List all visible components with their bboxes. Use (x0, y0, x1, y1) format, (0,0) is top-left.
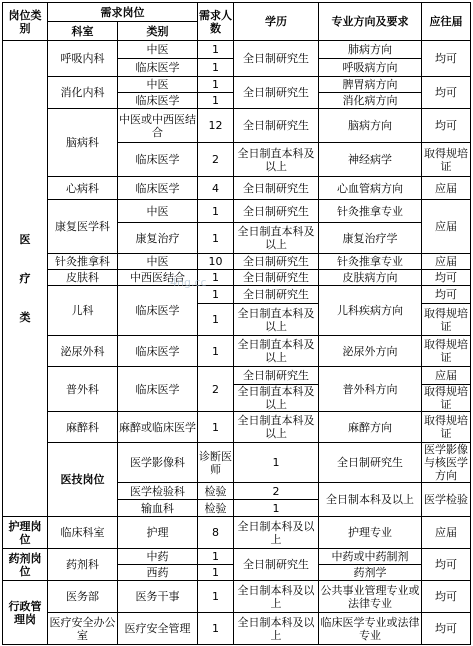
count-cell: 4 (198, 177, 234, 200)
major-cell: 康复治疗学 (319, 223, 422, 254)
type-cell: 中医 (118, 77, 198, 93)
major-cell: 肺病方向 (319, 41, 422, 59)
major-cell: 医学检验 (422, 483, 471, 517)
count-cell: 1 (234, 500, 319, 517)
major-cell: 针灸推拿专业 (319, 200, 422, 223)
table-row (3, 177, 471, 200)
fresh-cell: 均可 (422, 77, 471, 109)
table-row (3, 200, 471, 223)
fresh-cell: 取得规培证 (422, 336, 471, 367)
major-cell: 医学影像与核医学方向 (422, 443, 471, 483)
count-cell: 1 (198, 336, 234, 367)
education-cell: 全日制本科及以上 (234, 613, 319, 645)
header-department: 科室 (48, 22, 118, 41)
major-cell: 麻醉方向 (319, 412, 422, 443)
fresh-cell: 应届 (422, 517, 471, 549)
department-cell: 呼吸内科 (48, 41, 118, 77)
department-cell: 输血科 (118, 500, 198, 517)
fresh-cell: 均可 (422, 613, 471, 645)
table-row (3, 549, 471, 565)
education-cell: 全日制研究生 (234, 270, 319, 286)
major-cell: 临床医学专业或法律专业 (319, 613, 422, 645)
department-cell: 医疗安全办公室 (48, 613, 118, 645)
type-cell: 医疗安全管理 (118, 613, 198, 645)
education-cell: 全日制直本科及以上 (234, 336, 319, 367)
fresh-cell: 应届 (422, 200, 471, 254)
count-cell: 2 (198, 367, 234, 412)
education-cell: 全日制研究生 (234, 177, 319, 200)
type-cell: 中医 (118, 254, 198, 270)
count-cell: 1 (198, 200, 234, 223)
type-cell: 临床医学 (118, 143, 198, 177)
category-tech: 医技岗位 (48, 443, 118, 517)
department-cell: 心病科 (48, 177, 118, 200)
fresh-cell: 均可 (422, 41, 471, 77)
table-row (3, 367, 471, 385)
fresh-cell: 均可 (422, 109, 471, 143)
type-cell: 临床医学 (118, 59, 198, 77)
recruitment-table-container (2, 2, 471, 645)
education-cell: 全日制直本科及以上 (234, 223, 319, 254)
category-pharmacy: 药剂岗位 (3, 549, 48, 581)
type-cell: 护理 (118, 517, 198, 549)
watermark: 4ng.cc (170, 276, 207, 289)
header-fresh: 应往届 (422, 3, 471, 41)
major-cell: 公共事业管理专业或法律专业 (319, 581, 422, 613)
count-cell: 2 (234, 483, 319, 500)
header-education: 学历 (234, 3, 319, 41)
department-cell: 泌尿外科 (48, 336, 118, 367)
type-cell: 临床医学 (118, 177, 198, 200)
education-cell: 全日制直本科及以上 (234, 412, 319, 443)
major-cell: 心血管病方向 (319, 177, 422, 200)
count-cell: 1 (198, 270, 234, 286)
major-cell: 护理专业 (319, 517, 422, 549)
type-cell: 麻醉或临床医学 (118, 412, 198, 443)
department-cell: 麻醉科 (48, 412, 118, 443)
table-row (3, 77, 471, 93)
count-cell: 2 (198, 143, 234, 177)
table-row (3, 286, 471, 304)
department-cell: 医务部 (48, 581, 118, 613)
department-cell: 普外科 (48, 367, 118, 412)
table-row (3, 412, 471, 443)
count-cell: 12 (198, 109, 234, 143)
table-row (3, 41, 471, 59)
count-cell: 1 (198, 412, 234, 443)
education-cell: 全日制研究生 (234, 549, 319, 581)
count-cell: 1 (198, 59, 234, 77)
major-cell: 泌尿外方向 (319, 336, 422, 367)
major-cell: 神经病学 (319, 143, 422, 177)
major-cell: 消化病方向 (319, 93, 422, 109)
table-row (3, 517, 471, 549)
education-cell: 全日制研究生 (319, 443, 422, 483)
header-major: 专业方向及要求 (319, 3, 422, 41)
type-cell: 检验 (198, 483, 234, 500)
table-row (3, 109, 471, 143)
major-cell: 脾胃病方向 (319, 77, 422, 93)
count-cell: 1 (198, 581, 234, 613)
type-cell: 康复治疗 (118, 223, 198, 254)
major-cell: 呼吸病方向 (319, 59, 422, 77)
education-cell: 全日制研究生 (234, 200, 319, 223)
major-cell: 药剂学 (319, 565, 422, 581)
type-cell: 诊断医师 (198, 443, 234, 483)
fresh-cell: 均可 (422, 270, 471, 286)
count-cell: 1 (198, 93, 234, 109)
count-cell: 10 (198, 254, 234, 270)
type-cell: 中医 (118, 200, 198, 223)
category-medical-char-2: 疗 (19, 272, 31, 285)
fresh-cell: 应届 (422, 367, 471, 385)
major-cell: 中药或中药制剂 (319, 549, 422, 565)
header-count: 需求人数 (198, 3, 234, 41)
count-cell: 1 (198, 549, 234, 565)
fresh-cell: 取得规培证 (422, 304, 471, 336)
count-cell: 1 (198, 223, 234, 254)
type-cell: 检验 (198, 500, 234, 517)
type-cell: 临床医学 (118, 286, 198, 336)
fresh-cell: 取得规培证 (422, 143, 471, 177)
fresh-cell: 均可 (422, 549, 471, 581)
type-cell: 临床医学 (118, 336, 198, 367)
type-cell: 西药 (118, 565, 198, 581)
department-cell: 临床科室 (48, 517, 118, 549)
count-cell: 1 (234, 443, 319, 483)
table-row (3, 254, 471, 270)
department-cell: 药剂科 (48, 549, 118, 581)
count-cell: 1 (198, 41, 234, 59)
fresh-cell: 均可 (422, 581, 471, 613)
type-cell: 中医 (118, 41, 198, 59)
table-row (3, 613, 471, 645)
department-cell: 康复医学科 (48, 200, 118, 254)
department-cell: 医学检验科 (118, 483, 198, 500)
header-category: 岗位类别 (3, 3, 48, 41)
department-cell: 医学影像科 (118, 443, 198, 483)
recruitment-table (2, 2, 471, 645)
major-cell: 脑病方向 (319, 109, 422, 143)
category-medical-char-3: 类 (19, 311, 31, 324)
type-cell: 临床医学 (118, 367, 198, 412)
major-cell: 普外科方向 (319, 367, 422, 412)
education-cell: 全日制本科及以上 (234, 517, 319, 549)
department-cell: 儿科 (48, 286, 118, 336)
header-type: 类别 (118, 22, 198, 41)
education-cell: 全日制研究生 (234, 367, 319, 385)
type-cell: 中医或中西医结合 (118, 109, 198, 143)
type-cell: 医务干事 (118, 581, 198, 613)
department-cell: 皮肤科 (48, 270, 118, 286)
count-cell: 1 (198, 613, 234, 645)
category-medical-char-1: 医 (19, 233, 31, 246)
education-cell: 全日制研究生 (234, 109, 319, 143)
education-cell: 全日制研究生 (234, 254, 319, 270)
category-medical (3, 41, 48, 517)
education-cell: 全日制本科及以上 (319, 483, 422, 517)
fresh-cell: 均可 (422, 286, 471, 304)
type-cell: 中药 (118, 549, 198, 565)
education-cell: 全日制直本科及以上 (234, 143, 319, 177)
table-row (3, 581, 471, 613)
department-cell: 脑病科 (48, 109, 118, 177)
education-cell: 全日制研究生 (234, 77, 319, 109)
table-row (3, 336, 471, 367)
category-admin: 行政管理岗 (3, 581, 48, 645)
fresh-cell: 取得规培证 (422, 385, 471, 412)
count-cell: 1 (198, 77, 234, 93)
education-cell: 全日制直本科及以上 (234, 304, 319, 336)
category-nursing: 护理岗位 (3, 517, 48, 549)
fresh-cell: 应届 (422, 254, 471, 270)
education-cell: 全日制直本科及以上 (234, 385, 319, 412)
header-row-1 (3, 3, 471, 22)
fresh-cell: 取得规培证 (422, 412, 471, 443)
department-cell: 消化内科 (48, 77, 118, 109)
count-cell: 1 (198, 286, 234, 304)
education-cell: 全日制研究生 (234, 41, 319, 77)
major-cell: 儿科疾病方向 (319, 286, 422, 336)
table-row (3, 270, 471, 286)
fresh-cell: 应届 (422, 177, 471, 200)
department-cell: 针灸推拿科 (48, 254, 118, 270)
header-position-group: 需求岗位 (48, 3, 198, 22)
education-cell: 全日制研究生 (234, 286, 319, 304)
major-cell: 针灸推拿专业 (319, 254, 422, 270)
education-cell: 全日制本科及以上 (234, 581, 319, 613)
table-row (3, 443, 471, 483)
count-cell: 8 (198, 517, 234, 549)
count-cell: 1 (198, 565, 234, 581)
count-cell: 1 (198, 304, 234, 336)
type-cell: 中西医结合 (118, 270, 198, 286)
type-cell: 临床医学 (118, 93, 198, 109)
major-cell: 皮肤病方向 (319, 270, 422, 286)
